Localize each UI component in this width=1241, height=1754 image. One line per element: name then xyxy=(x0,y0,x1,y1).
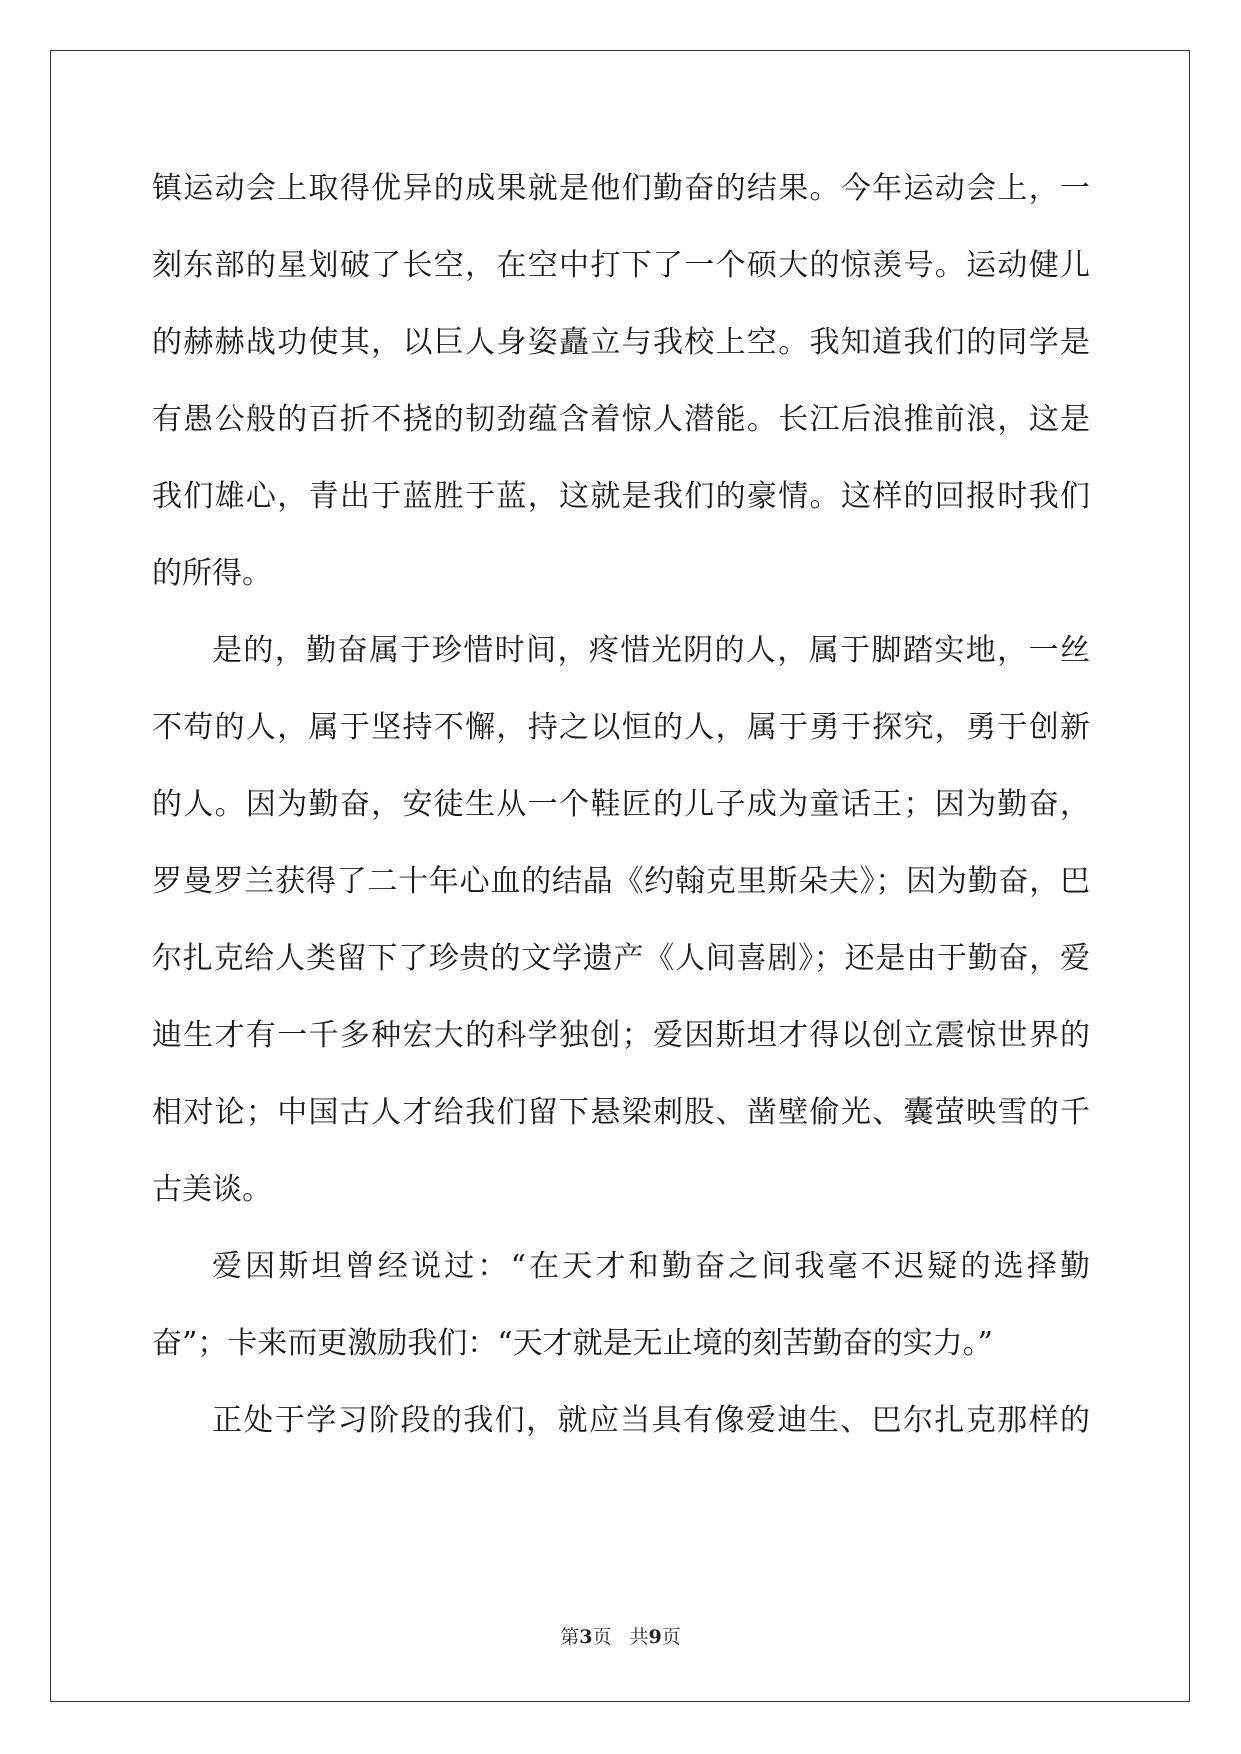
text-line: 的人。因为勤奋，安徒生从一个鞋匠的儿子成为童话王；因为勤奋， xyxy=(152,787,1090,822)
page-number: 3 xyxy=(579,1626,593,1648)
total-suffix: 页 xyxy=(661,1626,681,1648)
text-line: 古美谈。 xyxy=(152,1172,272,1207)
text-line: 罗曼罗兰获得了二十年心血的结晶《约翰克里斯朵夫》；因为勤奋，巴 xyxy=(152,864,1090,899)
page-footer xyxy=(0,1622,1241,1649)
paragraph-start-line: 正处于学习阶段的我们，就应当具有像爱迪生、巴尔扎克那样的 xyxy=(212,1403,1090,1438)
text-line: 我们雄心，青出于蓝胜于蓝，这就是我们的豪情。这样的回报时我们 xyxy=(152,479,1090,514)
text-line: 镇运动会上取得优异的成果就是他们勤奋的结果。今年运动会上，一 xyxy=(152,171,1090,206)
page-prefix: 第 xyxy=(560,1626,580,1648)
text-line: 相对论；中国古人才给我们留下悬梁刺股、凿壁偷光、囊萤映雪的千 xyxy=(152,1095,1090,1130)
text-line: 不苟的人，属于坚持不懈，持之以恒的人，属于勇于探究，勇于创新 xyxy=(152,710,1090,745)
text-line: 的所得。 xyxy=(152,556,272,591)
total-pages: 9 xyxy=(648,1626,662,1648)
text-line: 的赫赫战功使其，以巨人身姿矗立与我校上空。我知道我们的同学是 xyxy=(152,325,1090,360)
paragraph-start-line: 爱因斯坦曾经说过：“在天才和勤奋之间我毫不迟疑的选择勤 xyxy=(212,1249,1090,1284)
page-suffix: 页 xyxy=(592,1626,612,1648)
total-prefix: 共 xyxy=(629,1626,649,1648)
text-line: 迪生才有一千多种宏大的科学独创；爱因斯坦才得以创立震惊世界的 xyxy=(152,1018,1090,1053)
text-line: 奋”；卡来而更激励我们：“天才就是无止境的刻苦勤奋的实力。” xyxy=(152,1326,994,1361)
text-line: 有愚公般的百折不挠的韧劲蕴含着惊人潜能。长江后浪推前浪，这是 xyxy=(152,402,1090,437)
text-line: 刻东部的星划破了长空，在空中打下了一个硕大的惊羡号。运动健儿 xyxy=(152,248,1090,283)
document-body xyxy=(152,150,1090,1459)
paragraph-start-line: 是的，勤奋属于珍惜时间，疼惜光阴的人，属于脚踏实地，一丝 xyxy=(212,633,1090,668)
text-line: 尔扎克给人类留下了珍贵的文学遗产《人间喜剧》；还是由于勤奋，爱 xyxy=(152,941,1090,976)
